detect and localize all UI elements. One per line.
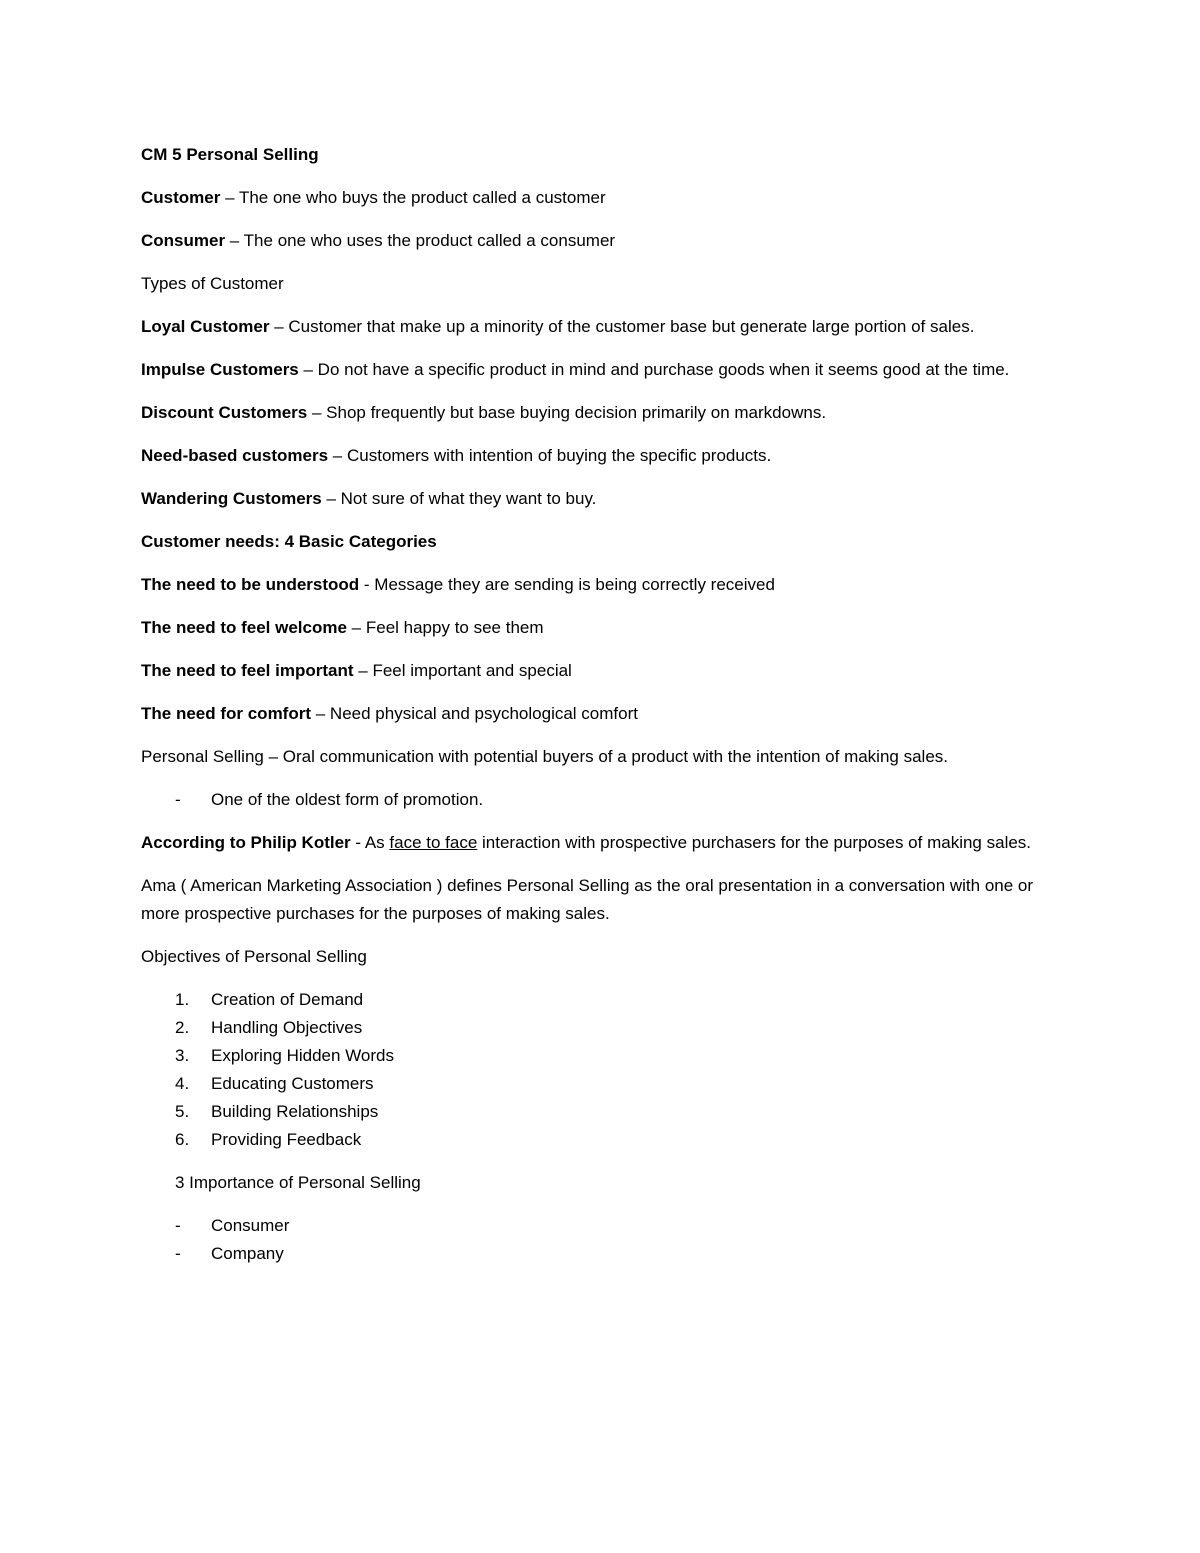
- separator: –: [346, 618, 366, 637]
- list-item: [141, 786, 1059, 814]
- dash-marker: -: [175, 1244, 181, 1263]
- separator: –: [298, 360, 318, 379]
- term-label: Impulse Customers: [141, 360, 299, 379]
- need-welcome: [141, 614, 1059, 642]
- term-label: The need to feel welcome: [141, 618, 347, 637]
- separator: –: [263, 747, 283, 766]
- definition-text: Need physical and psychological comfort: [329, 704, 638, 723]
- dash-marker: -: [175, 790, 181, 809]
- definition-text: Feel happy to see them: [365, 618, 544, 637]
- list-number: 4.: [175, 1074, 190, 1093]
- term-label: The need to feel important: [141, 661, 354, 680]
- definition-text: Oral communication with potential buyers of a product with the intention of making sales.: [282, 747, 948, 766]
- document-page: [141, 141, 1059, 1283]
- list-item-text: Creation of Demand: [211, 990, 364, 1009]
- need-understood: [141, 571, 1059, 599]
- list-item-text: Providing Feedback: [211, 1130, 362, 1149]
- list-item-text: One of the oldest form of promotion.: [211, 790, 484, 809]
- personal-selling-definition: [141, 743, 1059, 771]
- list-item-text: Building Relationships: [211, 1102, 379, 1121]
- separator: –: [269, 317, 289, 336]
- separator: –: [353, 661, 373, 680]
- term-label: Discount Customers: [141, 403, 308, 422]
- term-label: Customer: [141, 188, 221, 207]
- list-number: 1.: [175, 990, 190, 1009]
- list-item: [141, 1014, 1059, 1042]
- need-important: [141, 657, 1059, 685]
- list-item: [141, 1126, 1059, 1154]
- separator: -: [359, 575, 375, 594]
- type-impulse: [141, 356, 1059, 384]
- definition-text: The one who buys the product called a customer: [238, 188, 606, 207]
- document-title: CM 5 Personal Selling: [141, 145, 319, 164]
- list-item: [141, 986, 1059, 1014]
- personal-selling-bullets: [141, 786, 1059, 814]
- term-label: Loyal Customer: [141, 317, 270, 336]
- separator: –: [225, 231, 244, 250]
- list-item: [141, 1042, 1059, 1070]
- kotler-definition: [141, 829, 1059, 857]
- need-comfort: [141, 700, 1059, 728]
- definition-text: The one who uses the product called a consumer: [243, 231, 616, 250]
- term-label: According to Philip Kotler: [141, 833, 351, 852]
- term-label: Consumer: [141, 231, 226, 250]
- list-number: 5.: [175, 1102, 190, 1121]
- separator: - As: [350, 833, 390, 852]
- underlined-phrase: face to face: [389, 833, 478, 852]
- list-item: [141, 1070, 1059, 1098]
- objectives-list: [141, 986, 1059, 1154]
- term-label: The need for comfort: [141, 704, 312, 723]
- definition-text: Do not have a specific product in mind and purchase goods when it seems good at the time.: [317, 360, 1010, 379]
- list-item-text: Educating Customers: [211, 1074, 374, 1093]
- separator: –: [307, 403, 327, 422]
- type-loyal: [141, 313, 1059, 341]
- objectives-heading: Objectives of Personal Selling: [141, 947, 367, 966]
- type-need-based: [141, 442, 1059, 470]
- type-discount: [141, 399, 1059, 427]
- types-heading: Types of Customer: [141, 274, 284, 293]
- definition-text: interaction with prospective purchasers for the purposes of making sales.: [477, 833, 1032, 852]
- definition-consumer: [141, 227, 1059, 255]
- definition-text: Not sure of what they want to buy.: [340, 489, 597, 508]
- ama-definition: Ama ( American Marketing Association ) defines Personal Selling as the oral presentation in a conversation with one or more prospective purchases for the purposes of making sales.: [141, 876, 1034, 923]
- definition-customer: [141, 184, 1059, 212]
- definition-text: Customer that make up a minority of the customer base but generate large portion of sales.: [288, 317, 975, 336]
- definition-text: Message they are sending is being correctly received: [374, 575, 775, 594]
- definition-text: Shop frequently but base buying decision primarily on markdowns.: [326, 403, 827, 422]
- definition-text: Feel important and special: [372, 661, 572, 680]
- type-wandering: [141, 485, 1059, 513]
- list-number: 3.: [175, 1046, 190, 1065]
- list-item-text: Exploring Hidden Words: [211, 1046, 394, 1065]
- separator: –: [328, 446, 347, 465]
- term-label: Wandering Customers: [141, 489, 322, 508]
- list-number: 2.: [175, 1018, 190, 1037]
- term-label: The need to be understood: [141, 575, 360, 594]
- list-item: [141, 1098, 1059, 1126]
- importance-list: [141, 1212, 1059, 1268]
- list-item: [141, 1212, 1059, 1240]
- list-item: [141, 1240, 1059, 1268]
- separator: –: [321, 489, 341, 508]
- importance-heading: 3 Importance of Personal Selling: [175, 1173, 421, 1192]
- term-label: Personal Selling: [141, 747, 264, 766]
- list-number: 6.: [175, 1130, 190, 1149]
- separator: –: [220, 188, 239, 207]
- dash-marker: -: [175, 1216, 181, 1235]
- separator: –: [311, 704, 330, 723]
- list-item-text: Handling Objectives: [211, 1018, 363, 1037]
- list-item-text: Company: [211, 1244, 284, 1263]
- list-item-text: Consumer: [211, 1216, 290, 1235]
- term-label: Need-based customers: [141, 446, 329, 465]
- needs-heading: Customer needs: 4 Basic Categories: [141, 532, 437, 551]
- definition-text: Customers with intention of buying the specific products.: [346, 446, 772, 465]
